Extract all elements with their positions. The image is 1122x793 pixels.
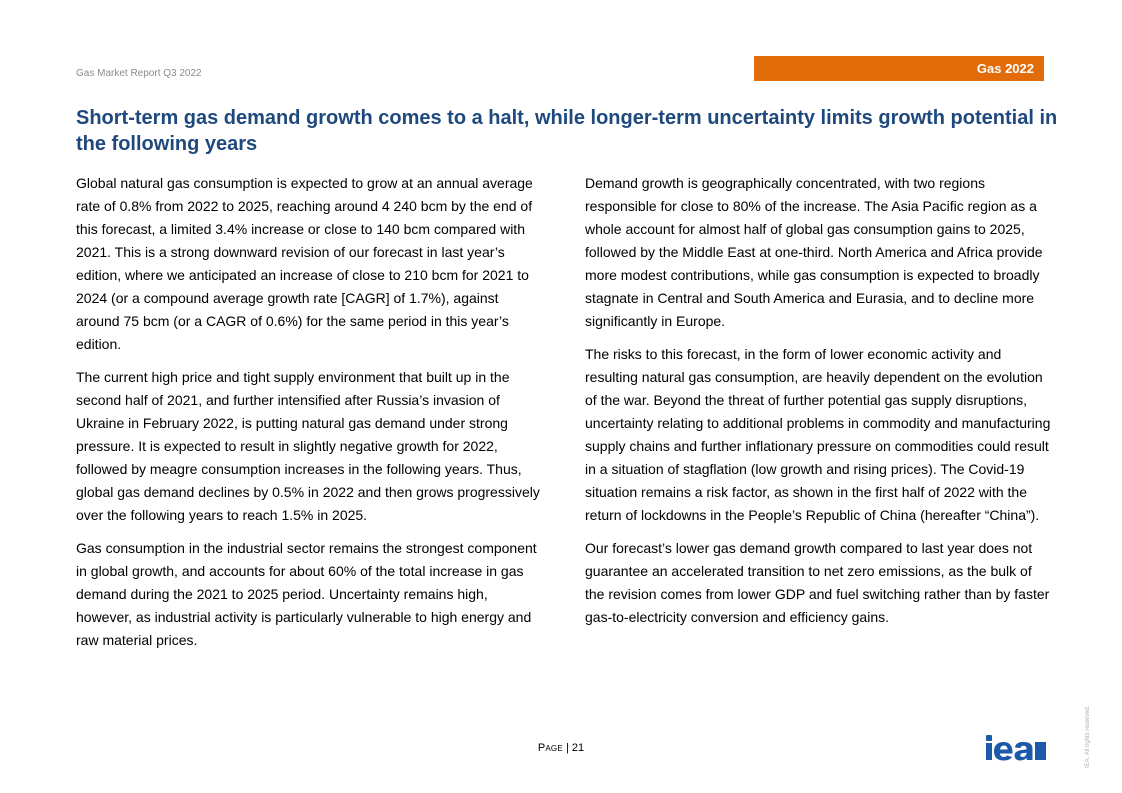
paragraph: Demand growth is geographically concentrated, with two regions responsible for close to 80% of the increase. The Asia Pacific region as a whole account for almost half of global gas consumption gains to 2025, followed by the Middle East at one-third. North America and Africa provide more modest contributions, while gas consumption is expected to broadly stagnate in Central and South America and Eurasia, and to decline more significantly in Europe.: [585, 175, 1043, 329]
page-separator: |: [565, 742, 569, 754]
paragraph: Global natural gas consumption is expected to grow at an annual average rate of 0.8% from 2022 to 2025, reaching around 4 240 bcm by the end of this forecast, a limited 3.4% increase or close to 140 bcm compared with 2021. This is a strong downward revision of our forecast in last year’s edition, where we anticipated an increase of close to 210 bcm for 2021 to 2024 (or a compound average growth rate [CAGR] of 1.7%), against around 75 bcm (or a CAGR of 0.6%) for the same period in this year’s edition.: [76, 175, 533, 352]
page-number: 21: [571, 742, 585, 754]
paragraph: Our forecast’s lower gas demand growth compared to last year does not guarantee an accelerated transition to net zero emissions, as the bulk of the revision comes from lower GDP and fuel switching rather than by faster gas-to-electricity conversion and efficiency gains.: [585, 540, 1050, 625]
paragraph: The risks to this forecast, in the form of lower economic activity and resulting natural gas consumption, are heavily dependent on the evolution of the war. Beyond the threat of further potential gas supply disruptions, uncertainty relating to additional problems in commodity and manufacturing supply chains and further inflationary pressure on commodities could result in a situation of stagflation (low growth and rising prices). The Covid-19 situation remains a risk factor, as shown in the first half of 2022 with the return of lockdowns in the People’s Republic of China (hereafter “China”).: [585, 346, 1051, 523]
page-footer: [0, 742, 1122, 754]
rights-notice: IEA. All rights reserved.: [1085, 705, 1091, 768]
section-tag: [754, 56, 1044, 81]
report-name: Gas Market Report Q3 2022: [76, 68, 202, 79]
section-tag-label: Gas 2022: [976, 61, 1034, 76]
right-column: [585, 172, 1055, 639]
page-label: Page: [537, 742, 563, 754]
paragraph: The current high price and tight supply environment that built up in the second half of 2021, and further intensified after Russia’s invasion of Ukraine in February 2022, is putting natural gas demand under strong pressure. It is expected to result in slightly negative growth for 2022, followed by meagre consumption increases in the following years. Thus, global gas demand declines by 0.5% in 2022 and then grows progressively over the following years to reach 1.5% in 2025.: [76, 369, 540, 523]
iea-logo-icon: [985, 732, 1047, 762]
left-column: [76, 172, 546, 662]
paragraph: Gas consumption in the industrial sector remains the strongest component in global growth, and accounts for about 60% of the total increase in gas demand during the 2021 to 2025 period. Uncertainty remains high, however, as industrial activity is particularly vulnerable to high energy and raw material prices.: [76, 540, 537, 648]
page-title: Short-term gas demand growth comes to a halt, while longer-term uncertainty limits growth potential in the following years: [76, 107, 1058, 155]
